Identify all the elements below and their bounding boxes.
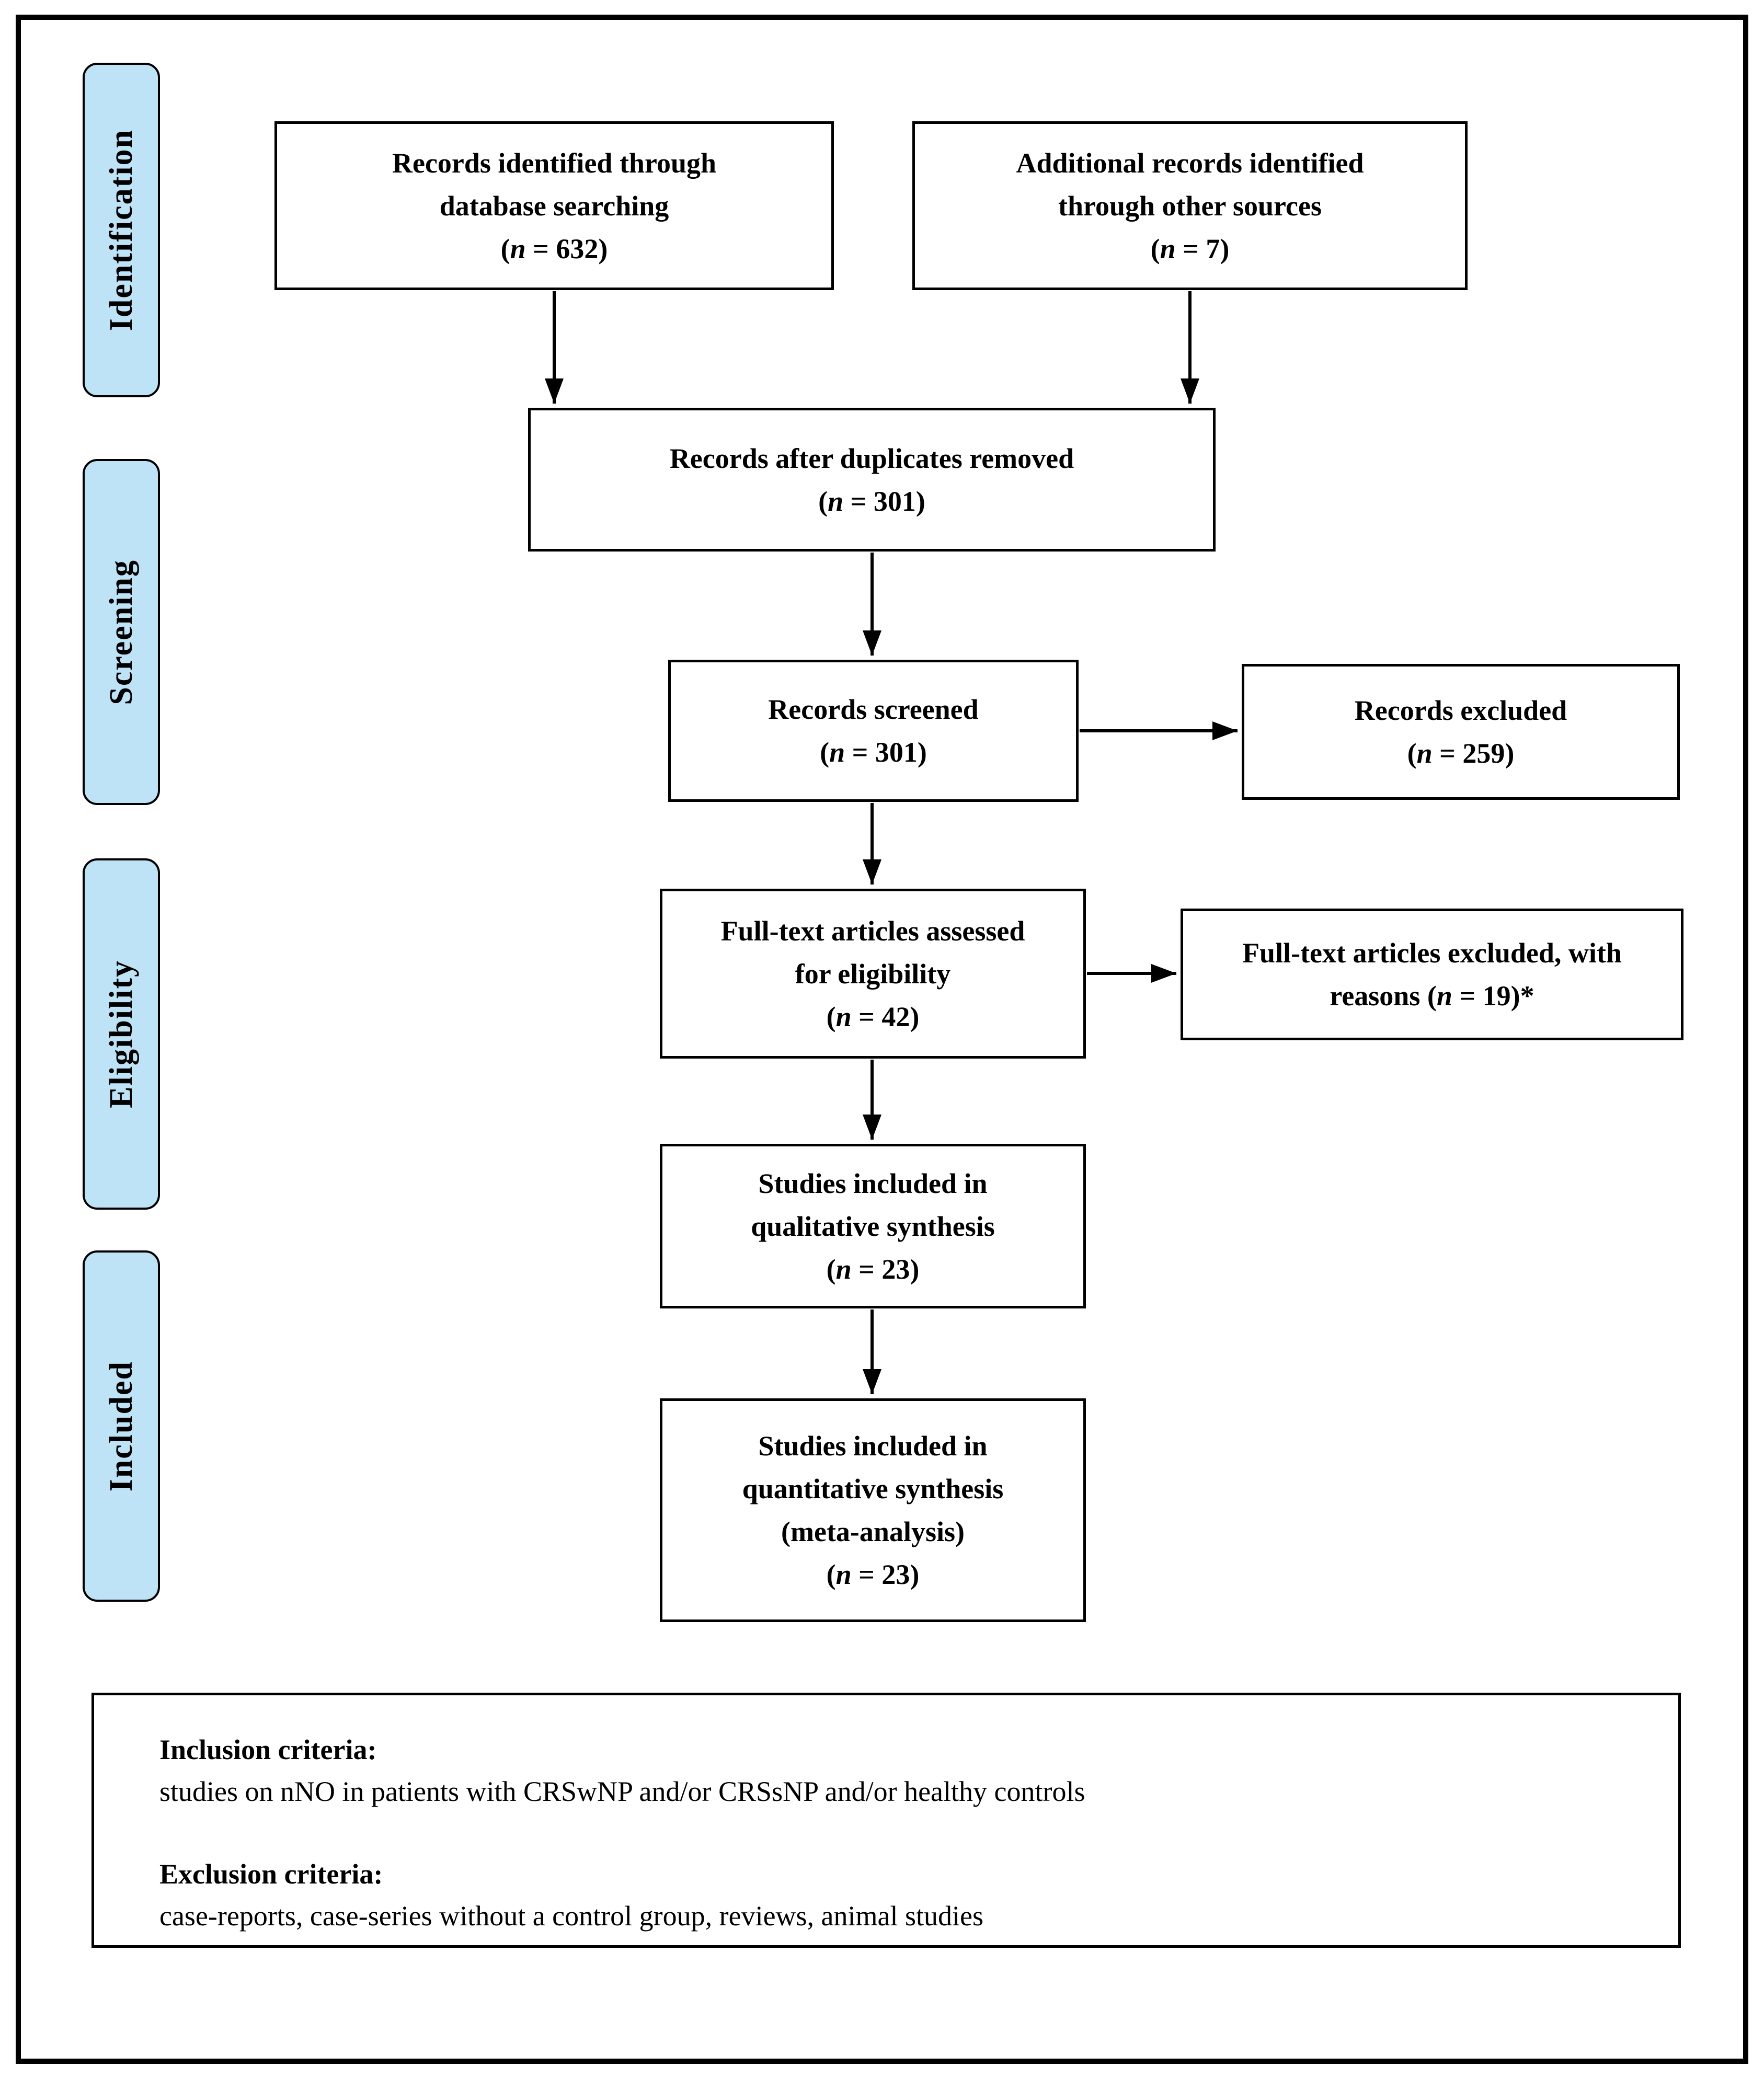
box-line: (n = 23) [826, 1559, 920, 1590]
box-line: Studies included in [758, 1430, 988, 1462]
stage-label: Identification [103, 129, 139, 331]
exclusion-criteria-text: case-reports, case-series without a control group, reviews, animal studies [159, 1900, 983, 1932]
criteria-spacer [159, 1812, 1657, 1853]
box-line: (n = 23) [826, 1253, 920, 1285]
box-line: qualitative synthesis [751, 1210, 995, 1242]
box-records-excluded [1242, 664, 1680, 800]
stage-identification [83, 63, 160, 397]
box-line: (n = 301) [818, 485, 925, 517]
box-additional-records [912, 121, 1468, 290]
box-line: Records screened [768, 694, 979, 725]
criteria-box [91, 1693, 1681, 1948]
box-records-screened [668, 660, 1079, 802]
box-line: (n = 42) [826, 1001, 920, 1032]
box-line: quantitative synthesis [742, 1473, 1004, 1504]
box-line: (n = 632) [500, 233, 608, 265]
box-line: Full-text articles excluded, with [1242, 937, 1622, 969]
stage-screening [83, 459, 160, 805]
box-line: (n = 259) [1407, 738, 1515, 769]
box-line: for eligibility [795, 958, 951, 990]
box-line: Records identified through [392, 147, 717, 179]
box-line: through other sources [1058, 190, 1322, 222]
box-records-identified [274, 121, 834, 290]
box-line: (n = 301) [820, 737, 927, 768]
exclusion-criteria-heading: Exclusion criteria: [159, 1858, 383, 1890]
box-line: database searching [439, 190, 669, 222]
stage-label: Eligibility [103, 960, 139, 1108]
box-fulltext-excluded [1181, 909, 1683, 1040]
box-line: reasons (n = 19)* [1330, 980, 1534, 1012]
box-quantitative-synthesis [660, 1398, 1086, 1622]
box-duplicates-removed [528, 408, 1216, 552]
stage-eligibility [83, 858, 160, 1210]
inclusion-criteria-text: studies on nNO in patients with CRSwNP and/or CRSsNP and/or healthy controls [159, 1776, 1085, 1807]
stage-included [83, 1250, 160, 1602]
box-line: (n = 7) [1150, 233, 1230, 265]
box-fulltext-assessed [660, 889, 1086, 1059]
inclusion-criteria-heading: Inclusion criteria: [159, 1734, 377, 1765]
box-line: Records excluded [1354, 695, 1567, 726]
box-line: Full-text articles assessed [720, 915, 1025, 947]
box-line: Records after duplicates removed [669, 442, 1074, 474]
stage-label: Screening [103, 559, 139, 705]
box-qualitative-synthesis [660, 1144, 1086, 1308]
box-line: (meta-analysis) [781, 1516, 965, 1547]
box-line: Additional records identified [1016, 147, 1364, 179]
stage-label: Included [103, 1360, 139, 1492]
box-line: Studies included in [758, 1167, 988, 1199]
